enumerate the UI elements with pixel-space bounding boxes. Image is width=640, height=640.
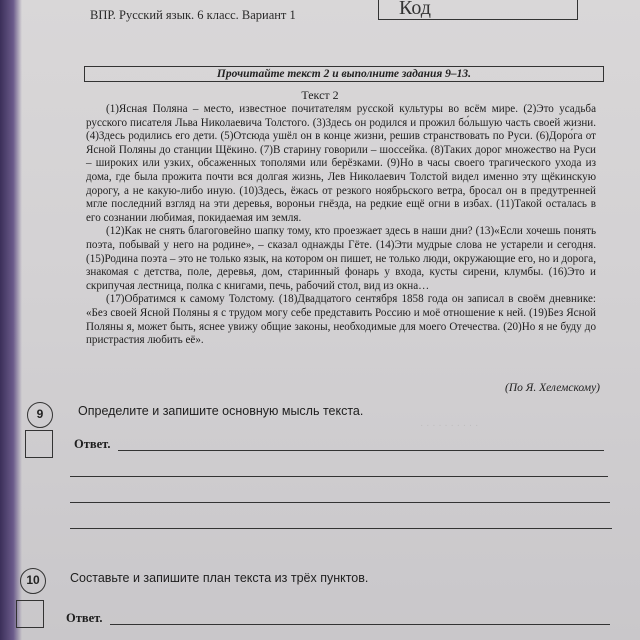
reading-passage <box>86 103 596 348</box>
task-9-answer-line-1[interactable] <box>118 450 604 451</box>
text-title: Текст 2 <box>301 88 339 102</box>
passage-paragraph-2: (12)Как не снять благоговейно шапку тому, кто проезжает здесь в наши дни? (13)«Если хочешь понять поэта, побывай у него на родине», – сказал однажды Гёте. (14)Эти мудрые слова не устарели и сегодня. (15)Родина поэта – это не только язык, на котором он пишет, не только люди, окружающие его, но и дорога, знакомая с детства, поле, деревья, дом, старинный фонарь у входа, кусты сирени, клумбы. (16)Это и скрипучая лестница, полка с книгами, печь, рабочий стол, вид из окна… <box>86 225 596 292</box>
task-9-answer-line-4[interactable] <box>70 528 612 529</box>
passage-paragraph-3: (17)Обратимся к самому Толстому. (18)Двадцатого сентября 1858 года он записал в своём дневнике: «Без своей Ясной Поляны я с трудом могу себе представить Россию и моё отношение к ней. (19)Без Ясной Поляны я, может быть, яснее увижу общие законы, необходимые для моего Отечества. (20)Но я не буду до пристрастия любить её». <box>86 293 596 347</box>
task-10-prompt: Составьте и запишите план текста из трёх пунктов. <box>70 571 369 585</box>
task-9-answer-line-2[interactable] <box>70 476 608 477</box>
page-header-title: ВПР. Русский язык. 6 класс. Вариант 1 <box>90 8 296 22</box>
task-9-answer-label: Ответ. <box>74 437 111 451</box>
task-9-score-box[interactable] <box>25 430 53 458</box>
code-label: Код <box>399 0 431 19</box>
task-10-number: 10 <box>20 568 46 594</box>
bleed-through-text: · · · · · · · · · · <box>420 420 479 431</box>
task-10-answer-label: Ответ. <box>66 611 103 625</box>
passage-paragraph-1: (1)Ясная Поляна – место, известное почитателям русской культуры во всём мире. (2)Это усадьба русского писателя Льва Николаевича Толстого. (3)Здесь он родился и прожил бо́льшую часть своей жизни. (4)Здесь родились его дети. (5)Отсюда ушёл он в конце жизни, решив странствовать по Руси. (6)Доро́га от Ясной Поляны до станции Щёкино. (7)В старину говорили – шоссейка. (8)Таких дорог множество на Руси – широких или узких, обсаженных тополями или берёзками. (9)Но в часы своего трагического ухода из дома, где была прожита почти вся долгая жизнь, Лев Николаевич Толстой видел именно эту щёкинскую дорогу, а не какую-либо иную. (10)Здесь, ёжась от резкого ноябрьского ветра, бросал он в предутренней мгле последний взгляд на эти деревья, вороньи гнёзда, на редкие ещё огни в избах. (11)Такой осталась в его сознании любимая, покидаемая им земля. <box>86 103 596 224</box>
source-attribution: (По Я. Хелемскому) <box>505 382 600 394</box>
task-9-number: 9 <box>27 402 53 428</box>
task-10-score-box[interactable] <box>16 600 44 628</box>
task-10-answer-line-1[interactable] <box>110 624 610 625</box>
task-9-answer-line-3[interactable] <box>70 502 610 503</box>
task-instructions-banner: Прочитайте текст 2 и выполните задания 9–13. <box>84 66 604 82</box>
task-9-prompt: Определите и запишите основную мысль текста. <box>78 404 364 418</box>
code-field[interactable] <box>378 0 578 20</box>
